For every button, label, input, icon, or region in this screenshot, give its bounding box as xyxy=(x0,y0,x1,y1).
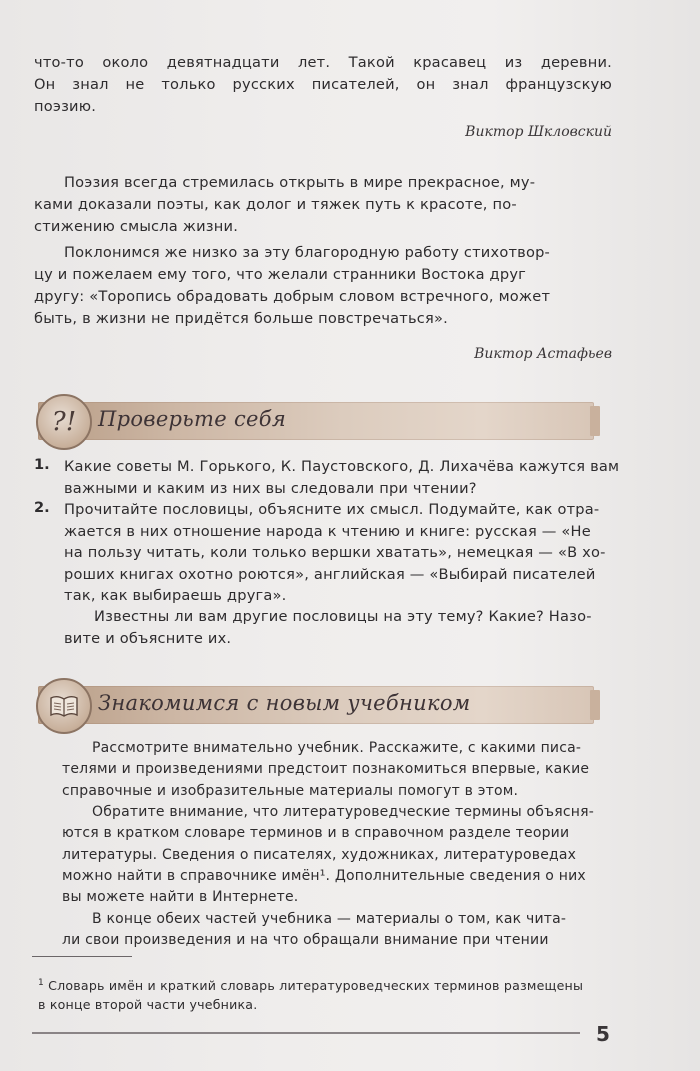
page-number: 5 xyxy=(596,1022,610,1046)
quote-astafyev-p1 xyxy=(34,172,612,238)
quote-astafyev-p2 xyxy=(34,242,612,330)
text-line: другу: «Торопись обрадовать добрым словом встречного, может xyxy=(34,288,551,305)
text-line: Он знал не только русских писателей, он знал французскую xyxy=(34,76,612,93)
text-line: цу и пожелаем ему того, что желали странники Востока друг xyxy=(34,266,527,283)
text-line: Прочитайте пословицы, объясните их смысл. Подумайте, как отра- xyxy=(64,501,600,518)
footnote xyxy=(38,974,583,1014)
text-line: $^1$ Словарь имён и краткий словарь литературоведческих терминов размещены xyxy=(38,978,584,994)
question-number: 2. xyxy=(34,499,50,516)
question-2 xyxy=(64,499,610,607)
section-banner-check-yourself xyxy=(38,402,594,440)
footnote-mark: 1 xyxy=(38,978,44,988)
text-line: Поэзия всегда стремилась открыть в мире прекрасное, му- xyxy=(64,174,536,191)
quote-shklovsky xyxy=(34,52,612,118)
text-line: на пользу читать, коли только вершки хватать», немецкая — «В хо- xyxy=(64,544,606,561)
open-book-icon xyxy=(36,678,92,734)
text-line: поэзию. xyxy=(34,98,97,115)
text-line: ются в кратком словаре терминов и в справочном разделе теории xyxy=(62,825,570,842)
text-line: важными и каким из них вы следовали при чтении? xyxy=(64,479,477,497)
question-2-extra xyxy=(64,606,610,649)
text-line: ками доказали поэты, как долог и тяжек путь к красоте, по- xyxy=(34,196,517,213)
text-line: можно найти в справочнике имён¹. Дополнительные сведения о них xyxy=(62,867,586,884)
text-line: что-то около девятнадцати лет. Такой красавец из деревни. xyxy=(34,54,612,71)
text-line: Рассмотрите внимательно учебник. Расскажите, с какими писа- xyxy=(92,740,582,756)
section-title: Знакомимся с новым учебником xyxy=(98,691,471,715)
footnote-divider xyxy=(32,956,132,957)
text-line: быть, в жизни не придётся больше повстречаться». xyxy=(34,310,448,327)
text-line: телями и произведениями предстоит познакомиться впервые, какие xyxy=(62,761,590,778)
question-exclamation-icon: ?! xyxy=(36,394,92,450)
text-line: так, как выбираешь друга». xyxy=(64,587,287,604)
question-number: 1. xyxy=(34,456,50,473)
text-line: Обратите внимание, что литературоведческие термины объясня- xyxy=(92,804,594,820)
text-line: В конце обеих частей учебника — материалы о том, как чита- xyxy=(92,911,567,927)
page-footer-rule xyxy=(32,1032,580,1034)
banner-tail xyxy=(590,406,600,436)
text-line: роших книгах охотно роются», английская — «Выбирай писателей xyxy=(64,565,596,583)
text-line: Какие советы М. Горького, К. Паустовского, Д. Лихачёва кажутся вам xyxy=(64,458,620,475)
textbook-paragraph-2 xyxy=(62,802,610,908)
author-shklovsky: Виктор Шкловский xyxy=(465,124,612,140)
text-line: вите и объясните их. xyxy=(64,629,232,647)
banner-tail xyxy=(590,690,600,720)
text-line: ли свои произведения и на что обращали внимание при чтении xyxy=(62,932,549,949)
section-banner-new-textbook xyxy=(38,686,594,724)
text-line: справочные и изобразительные материалы помогут в этом. xyxy=(62,782,519,799)
text-line: жается в них отношение народа к чтению и книге: русская — «Не xyxy=(64,522,591,540)
text-line: стижению смысла жизни. xyxy=(34,218,239,235)
textbook-paragraph-3 xyxy=(62,909,610,952)
textbook-paragraph-1 xyxy=(62,738,610,802)
text-line: Известны ли вам другие пословицы на эту тему? Какие? Назо- xyxy=(94,608,592,625)
text-line: вы можете найти в Интернете. xyxy=(62,889,299,906)
section-title: Проверьте себя xyxy=(98,407,287,431)
question-1 xyxy=(64,456,620,499)
text-line: литературы. Сведения о писателях, художниках, литературоведах xyxy=(62,846,577,863)
text-line: в конце второй части учебника. xyxy=(38,997,258,1013)
text-line: Поклонимся же низко за эту благородную работу стихотвор- xyxy=(64,244,551,261)
author-astafyev: Виктор Астафьев xyxy=(474,346,612,362)
